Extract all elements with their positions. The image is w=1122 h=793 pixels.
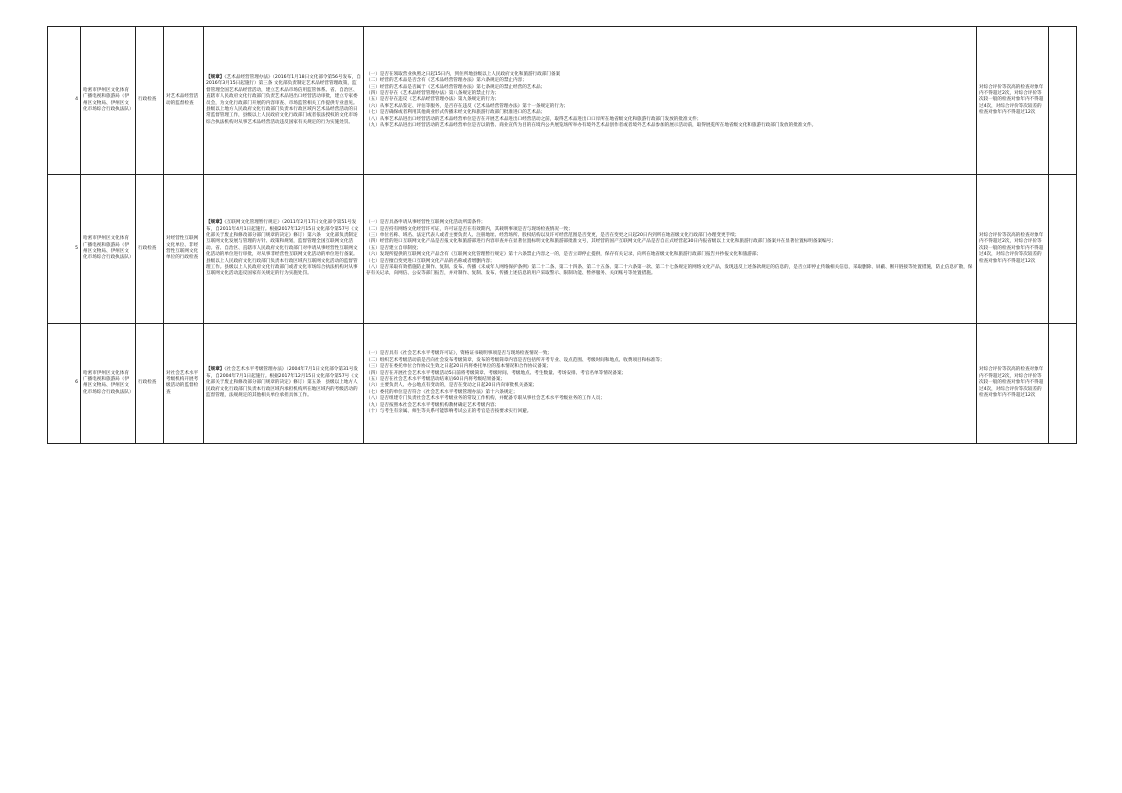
basis-tag: 【规章】: [206, 367, 225, 373]
basis-cell: [204, 323, 364, 443]
check-item: （四）是否存在《艺术品经营管理办法》第八条规定的禁止行为；: [366, 91, 500, 97]
check-items-cell: [364, 175, 977, 323]
check-item: （五）是否建立自审制度；: [366, 245, 422, 251]
row-number: 5: [48, 175, 81, 323]
check-item: （九）从事艺术品进出口经营活动的艺术品经营单位是否以销售、商业宣传为目的在境内公共展览场所举办有境外艺术品创作者或者境外艺术品参加的展示活动前，取得展览所在地省级文化和旅游行政部门发放的批准文件。: [366, 123, 817, 129]
check-item: （五）是否在社会艺术水平考级活动结束后60日内将考级结果备案；: [366, 376, 506, 382]
check-item: （五）是否存在违反《艺术品经营管理办法》第九条规定的行为；: [366, 97, 500, 103]
supervision-table: [47, 26, 1077, 444]
check-item: （三）是否在委托单位合作协议生效之日起20日内将委托单位的基本情况和合作协议备案；: [366, 364, 552, 370]
empty-cell: [1049, 27, 1077, 175]
category-cell: 行政检查: [136, 27, 164, 175]
category-cell: 行政检查: [136, 175, 164, 323]
subject-cell: 哈密市伊州区文化体育广播电视和旅游局（伊州区文物局、伊州区文化市场综合行政执法队）: [81, 27, 136, 175]
check-item: （三）单位名称、域名、法定代表人或者主要负责人、注册地址、经营场所、股权结构以及许可经营范围是否变更，是否在变更之日起20日内到所在地省级文化行政部门办理变更手续；: [366, 233, 740, 238]
basis-text: 《互联网文化管理暂行规定》（2011年2月17日文化部令第51号发布，自2011年4月1日起施行。根据2017年12月15日文化部令第57号《文化部关于废止和修改部分部门规章的决定》修订）第六条 文化部负责制定互联网文化发展与管理的方针、政策和规划，监督管理全国互联网文化活动。省、自治区、直辖市人民政府文化行政部门对申请从事经营性互联网文化活动的单位进行审批，对从事非经营性互联网文化活动的单位进行备案。县级以上人民政府文化行政部门负责本行政区域内互联网文化活动的监督管理工作。县级以上人民政府文化行政部门或者文化市场综合执法机构对从事互联网文化活动违反国家有关规定的行为实施处罚。: [206, 220, 359, 277]
check-item: （六）从事艺术品鉴定、评估等服务，是否存在违反《艺术品经营管理办法》第十一条规定的行为；: [366, 103, 569, 109]
method-cell: 对综合评价等次高的检查对象年内不得超过2次，对综合评价等次较一般的检查对象年内不得超过4次，对综合评价等次较差的检查对象年内不得超过12次: [977, 27, 1049, 175]
check-item: （七）委托的单位是否符合《社会艺术水平考级管理办法》第十六条规定；: [366, 389, 518, 395]
check-item: （十）与考生有亲属、师生等关系可能影响考试公正的考官是否按要求实行回避。: [366, 408, 532, 414]
subject-cell: 哈密市伊州区文化体育广播电视和旅游局（伊州区文物局、伊州区文化市场综合行政执法队）: [81, 175, 136, 323]
item-cell: 对经营性互联网文化单位、非经营性互联网文化单位的行政检查: [164, 175, 204, 323]
check-item: （八）是否组建专门负责社会艺术水平考级业务的常设工作机构，并配备专职从事社会艺术水平考级业务的工作人员；: [366, 396, 605, 402]
table-row: [48, 27, 1077, 175]
basis-text: 《艺术品经营管理办法》（2016年1月18日文化部令第56号发布，自2016年3月15日起施行）第三条 文化部负责制定艺术品经营管理政策，监督管理全国艺术品经营活动，建立艺术品市场信用监管体系。省、自治区、直辖市人民政府文化行政部门负责艺术品进出口经营活动审批，建立专家委员会，为文化行政部门开展的内容审查、市场监管相关工作提供专业意见。县级以上地方人民政府文化行政部门负责本行政区域内艺术品经营活动的日常监督管理工作，县级以上人民政府文化行政部门或者依法授权的文化市场综合执法机构对从事艺术品经营活动违反国家有关规定的行为实施处罚。: [206, 75, 361, 125]
basis-cell: [204, 175, 364, 323]
basis-cell: [204, 27, 364, 175]
empty-cell: [1049, 323, 1077, 443]
category-cell: 行政检查: [136, 323, 164, 443]
check-item: （二）是否持有网络文化经营许可证，许可证是否在有效期内，其载明事项是否与现场检查情况一致；: [366, 226, 573, 232]
check-item: （七）是否擅自变更进口互联网文化产品的名称或者增删内容；: [366, 258, 495, 264]
method-cell: 对综合评价等次高的检查对象年内不得超过2次，对综合评价等次较一般的检查对象年内不得超过4次，对综合评价等次较差的检查对象年内不得超过12次: [977, 175, 1049, 323]
check-item: （八）是否采取有效措施防止制作、复制、发布、传播《未成年人网络保护条例》第二十二条、第二十四条、第二十五条、第二十六条第一款、第二十七条规定的网络文化产品，发现违反上述条款规定的信息的，是否立即停止传输相关信息，采取删除、屏蔽、断开链接等处置措施，防止信息扩散，保存有关记录，向网信、公安等部门报告，并对制作、复制、发布、传播上述信息的用户采取警示、限制功能、暂停服务、关闭账号等处置措施。: [366, 265, 973, 277]
check-item: （一）是否具备申请从事经营性互联网文化活动所需条件；: [366, 220, 486, 226]
check-items-cell: [364, 27, 977, 175]
basis-tag: 【规章】: [206, 220, 225, 226]
row-number: 4: [48, 27, 81, 175]
check-item: （七）是否确保或者利用其他商业形式传播未经文化和旅游行政部门批准进口的艺术品；: [366, 110, 546, 116]
subject-cell: 哈密市伊州区文化体育广播电视和旅游局（伊州区文物局、伊州区文化市场综合行政执法队）: [81, 323, 136, 443]
check-items-cell: [364, 323, 977, 443]
check-item: （三）经营的艺术品是否属于《艺术品经营管理办法》第七条规定的禁止经营的艺术品；: [366, 84, 546, 90]
basis-tag: 【规章】: [206, 75, 225, 81]
basis-text: 《社会艺术水平考级管理办法》（2004年7月1日文化部令第31号发布，自2004年7月1日起施行。根据2017年12月15日文化部令第57号《文化部关于废止和修改部分部门规章的决定》修订）第五条 县级以上地方人民政府文化行政部门负责本行政区域内承担机构所在地区域内的考级活动的监督管理，法规规定的其他相关单位承担具体工作。: [206, 367, 359, 398]
item-cell: 对艺术品经营活动的监督检查: [164, 27, 204, 175]
check-item: （二）组织艺术考级活动前是否向社会发布考级简章，发布的考级简章内容是否包括所开考专业、设点范围、考级时间和地点、收费项目和标准等；: [366, 357, 665, 363]
check-item: （六）主要负责人、办公地点有变动的，是否在变动之日起20日内向审批机关备案；: [366, 383, 538, 389]
item-cell: 对社会艺术水平考级机构开展考级活动的监督检查: [164, 323, 204, 443]
row-number: 6: [48, 323, 81, 443]
check-item: （一）是否在领取营业执照之日起15日内，到住所地县级以上人民政府文化和旅游行政部门备案: [366, 71, 561, 77]
check-item: （八）从事艺术品进出口经营活动的艺术品经营单位是否在开展艺术品进出口经营活动之前，取得艺术品进出口口岸所在地省级文化和旅游行政部门发放的批准文件；: [366, 116, 702, 122]
table-row: [48, 175, 1077, 323]
empty-cell: [1049, 175, 1077, 323]
method-cell: 对综合评价等次高的检查对象年内不得超过2次，对综合评价等次较一般的检查对象年内不得超过4次，对综合评价等次较差的检查对象年内不得超过12次: [977, 323, 1049, 443]
check-item: （二）经营的艺术品是否含有《艺术品经营管理办法》第六条规定的禁止内容；: [366, 78, 527, 84]
check-item: （四）是否在开展社会艺术水平考级活动5日前将考级简章、考级时间、考级地点、考生数量、考场安排、考官名单等情况备案；: [366, 370, 627, 376]
check-item: （六）发现所提供的互联网文化产品含有《互联网文化管理暂行规定》第十六条禁止内容之一的，是否立即停止提供，保存有关记录，向所在地省级文化和旅游行政部门报告并抄报文化和旅游部；: [366, 252, 762, 258]
check-item: （九）是否按照本社会艺术水平考级机构教材确定艺术考级内容；: [366, 402, 500, 408]
check-item: （一）是否具有《社会艺术水平考级许可证》，资格证书载明事项是否与现场检查情况一致；: [366, 351, 553, 357]
table-row: [48, 323, 1077, 443]
check-item: （四）经营的进口互联网文化产品是否报文化和旅游部进行内容审查并在显著位置标明文化和旅游部批准文号，其经营的国产互联网文化产品是否自正式经营起30日内报省级以上文化和旅游行政部门备案并在显著位置标明备案编号；: [366, 239, 836, 245]
